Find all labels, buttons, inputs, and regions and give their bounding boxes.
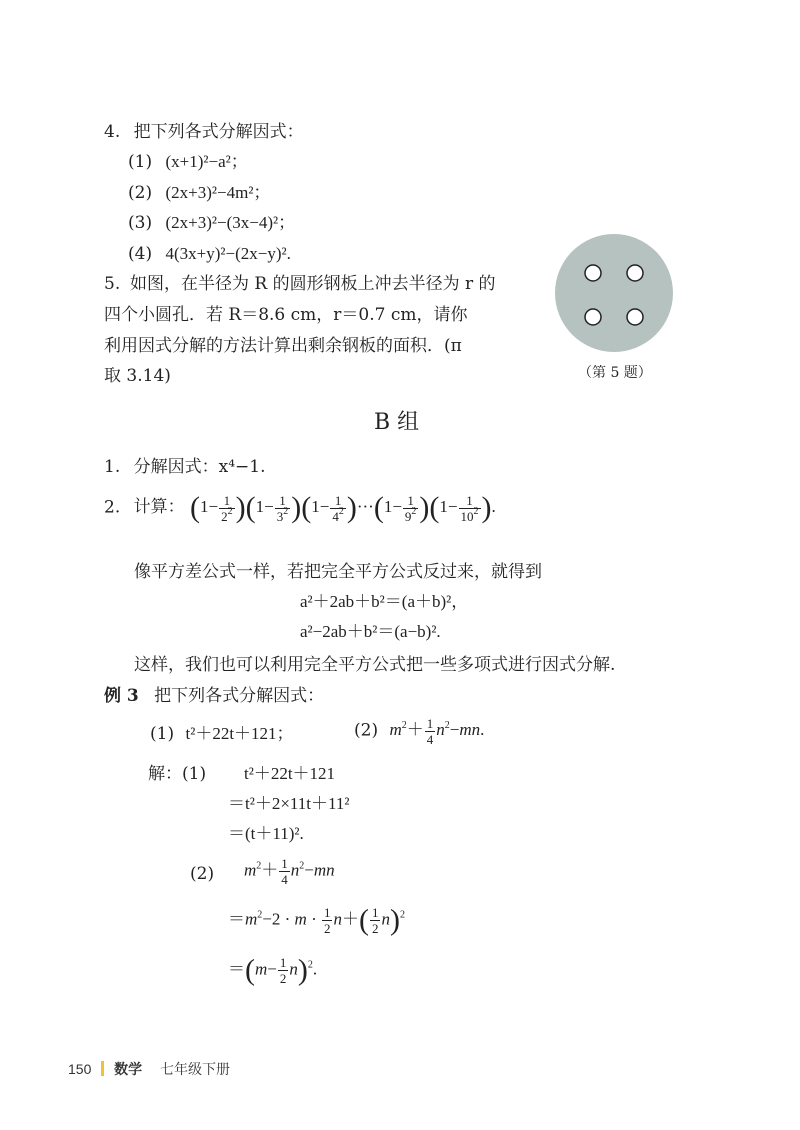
solution2-label: (2) [190,864,215,884]
group-b-q2-prefix: 计算： [133,497,185,518]
q4-item-3-expr: (2x+3)²−(3x−4)²； [165,213,296,232]
example3-part2-label: (2) [354,720,379,741]
example3-part1-label: (1) [150,724,175,744]
q5-line-2: 四个小圆孔．若 R＝8.6 cm，r＝0.7 cm，请你 [104,305,468,325]
solution1-line1: t²＋22t＋121 [244,764,336,783]
q5-line-3: 利用因式分解的方法计算出剩余钢板的面积．(π [104,336,462,356]
q5-number: 5. [104,274,121,294]
steel-plate-figure [553,232,675,354]
group-b-q1-number: 1. [104,457,121,477]
group-b-heading: B 组 [374,410,420,435]
hole-circle [627,309,643,325]
solution2-line2: $=m^2-2 \cdot m$ · $\frac{1}{2}$ n＋( $\frac{1}{2}$ n)$^2$ [228,903,405,937]
q4-item-4-expr: 4(3x+y)²−(2x−y)². [165,244,291,263]
q4-number: 4. [104,122,121,142]
q5-line-1: 如图，在半径为 R 的圆形钢板上冲去半径为 r 的 [130,274,496,294]
q5-line-4: 取 3.14) [104,366,171,386]
solution-label: 解：(1) [148,764,207,784]
q4-item-3 [128,211,295,235]
group-b-q1-text: 分解因式：x⁴−1. [133,457,266,477]
paragraph-conclusion: 这样，我们也可以利用完全平方公式把一些多项式进行因式分解. [134,655,616,675]
hole-circle [585,265,601,281]
hole-circle [627,265,643,281]
group-b-q2-number: 2. [104,497,121,518]
q4-item-4-label: (4) [128,244,153,264]
solution1-line3: ＝(t＋11)². [228,824,304,843]
steel-plate-circle [555,234,673,352]
q4-item-3-label: (3) [128,213,153,233]
group-b-q1 [104,455,266,479]
hole-circle [585,309,601,325]
q4-item-1 [128,150,248,174]
example3-part1 [150,722,294,746]
q4-item-1-expr: (x+1)²−a²； [165,152,248,171]
example3-part2 [354,716,484,747]
q4-item-4 [128,242,291,266]
footer-accent-bar [101,1061,104,1076]
formula-square-sum: a²＋2ab＋b²＝(a＋b)²， [300,592,469,611]
formula-square-diff: a²−2ab＋b²＝(a−b)². [300,622,441,641]
q4-heading [104,120,304,144]
book-subject: 数学 [114,1061,143,1077]
q4-item-2-expr: (2x+3)²−4m²； [165,183,271,202]
solution2-line1: $m^2+$ $\frac{1}{4}$ $n^2-mn$ [244,856,335,887]
solution2-line3: ＝(m− $\frac{1}{2}$ n)$^2$. [228,953,318,987]
example3-part1-expr: t²＋22t＋121； [185,724,294,743]
q4-instruction: 把下列各式分解因式： [133,122,304,142]
page-number: 150 [68,1061,92,1077]
product-expression: (1− $\frac{1}{2^2}$ )(1− $\frac{1}{3^2}$ )(1− $\frac{1}{4^2}$ )···(1− $\frac{1}{9^2}$ )(1− $\frac{1}{10^2}$ ). [190,491,496,525]
example3-heading [104,684,324,708]
q4-item-2 [128,181,270,205]
book-grade: 七年级下册 [160,1061,231,1077]
group-b-q2 [104,493,496,524]
figure-caption: （第 5 题） [578,365,652,381]
example3-instruction: 把下列各式分解因式： [154,686,325,706]
q4-item-1-label: (1) [128,152,153,172]
example3-label: 例 3 [104,686,139,706]
q4-item-2-label: (2) [128,183,153,203]
solution1-line2: ＝t²＋2×11t＋11² [228,794,350,813]
example3-part2-expr: $m^2+$ $\frac{1}{4}$ $n^2-mn$. [389,716,485,747]
paragraph-intro: 像平方差公式一样，若把完全平方公式反过来，就得到 [134,562,542,582]
page-footer [68,1059,230,1079]
